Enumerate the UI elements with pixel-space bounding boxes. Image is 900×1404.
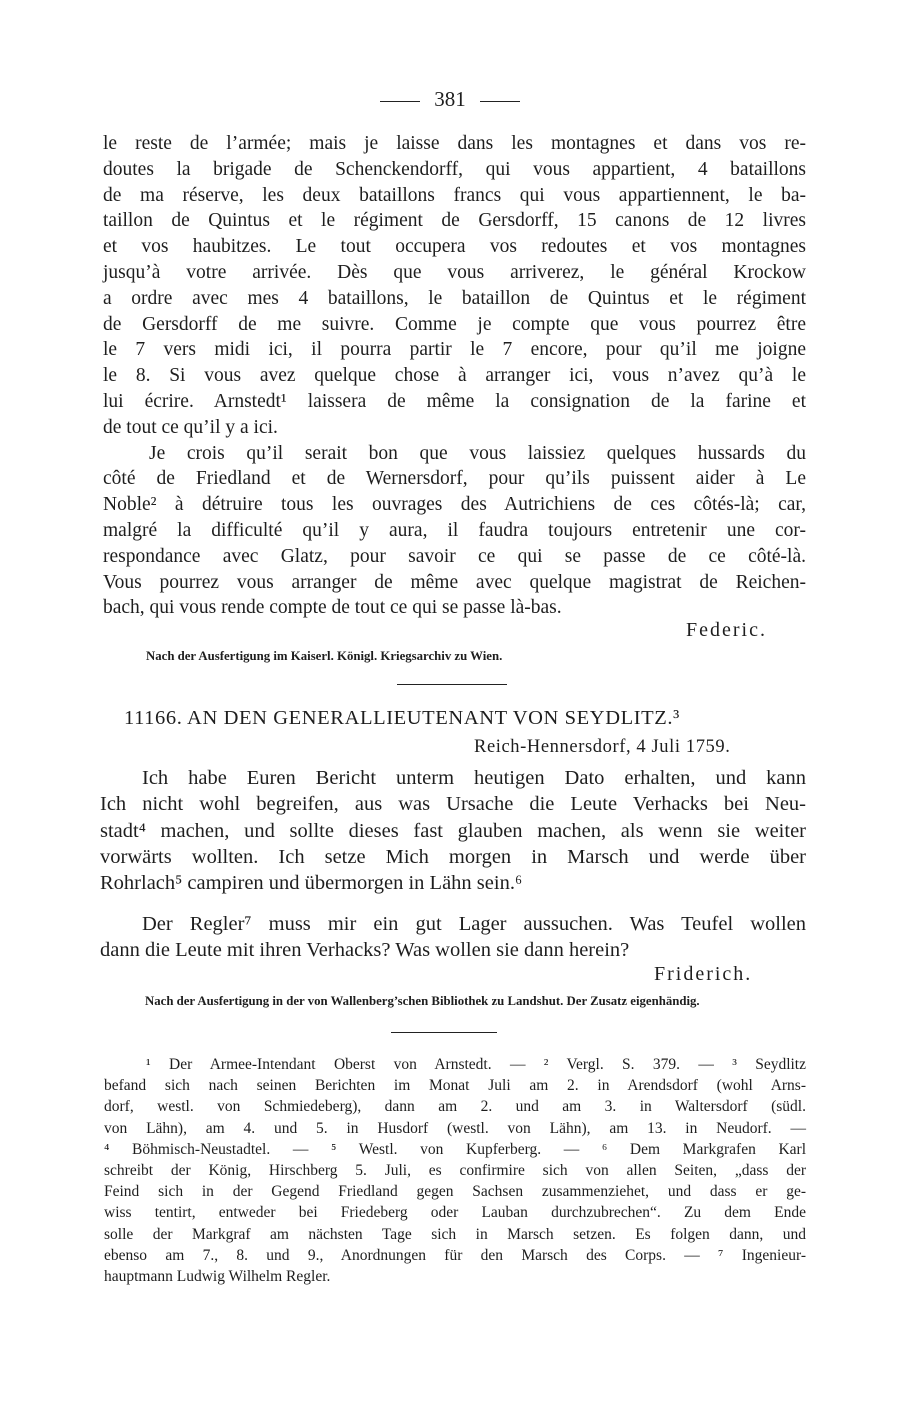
text-line: doutes la brigade de Schenckendorff, qui vous appartient, 4 bataillons xyxy=(103,158,806,180)
header-rule-left xyxy=(380,101,420,102)
text-line: le reste de l’armée; mais je laisse dans les montagnes et dans vos re- xyxy=(103,133,806,154)
letter-2-paragraph-1 xyxy=(100,765,806,896)
place-date: Reich-Hennersdorf, 4 Juli 1759. xyxy=(474,737,731,757)
text-line: vorwärts wollten. Ich setze Mich morgen in Marsch und werde über xyxy=(100,845,806,868)
text-line: le 8. Si vous avez quelque chose à arranger ici, vous n’avez qu’à le xyxy=(103,365,806,387)
text-line: de tout ce qu’il y a ici. xyxy=(103,416,278,438)
text-line: côté de Friedland et de Wernersdorf, pour qu’ils puissent aider à Le xyxy=(103,468,806,490)
footnote-line: ¹ Der Armee-Intendant Oberst von Arnstedt. — ² Vergl. S. 379. — ³ Seydlitz xyxy=(146,1056,806,1073)
text-line: Noble² à détruire tous les ouvrages des Autrichiens de ces côtés-là; car, xyxy=(103,494,806,516)
page-header xyxy=(0,86,900,112)
text-line: et vos haubitzes. Le tout occupera vos redoutes et vos montagnes xyxy=(103,236,806,258)
signature-federic: Federic. xyxy=(686,619,767,641)
text-line: Vous pourrez vous arranger de même avec quelque magistrat de Reichen- xyxy=(103,571,806,593)
footnote-line: befand sich nach seinen Berichten im Monat Juli am 2. in Arendsdorf (wohl Arns- xyxy=(104,1077,806,1095)
text-line: de ma réserve, les deux bataillons francs qui vous appartiennent, le ba- xyxy=(103,184,806,206)
source-note-1: Nach der Ausfertigung im Kaiserl. Königl. Kriegsarchiv zu Wien. xyxy=(146,649,503,663)
text-line: jusqu’à votre arrivée. Dès que vous arriverez, le général Krockow xyxy=(103,261,806,283)
footnote-line: wiss tentirt, entweder bei Friedeberg oder Lauban durchzubrechen“. Zu dem Ende xyxy=(104,1204,806,1222)
footnote-line: hauptmann Ludwig Wilhelm Regler. xyxy=(104,1267,331,1285)
footnote-divider xyxy=(391,1032,497,1033)
letter-1-body xyxy=(103,131,806,621)
section-divider xyxy=(397,684,507,685)
signature-friderich: Friderich. xyxy=(654,963,753,985)
footnote-line: dorf, westl. von Schmiedeberg), dann am 2. und am 3. in Waltersdorf (südl. xyxy=(104,1098,806,1116)
text-line: a ordre avec mes 4 bataillons, le bataillon de Quintus et le régiment xyxy=(103,287,806,309)
text-line: Je crois qu’il serait bon que vous laissiez quelques hussards du xyxy=(149,442,806,464)
source-note-2: Nach der Ausfertigung in der von Wallenberg’schen Bibliothek zu Landshut. Der Zusatz eigenhändig. xyxy=(145,994,700,1008)
footnote-line: Feind sich in der Gegend Friedland gegen Sachsen zusammenziehet, und dass er ge- xyxy=(104,1183,806,1201)
footnote-line: von Lähn), am 4. und 5. in Husdorf (westl. von Lähn), am 13. in Neudorf. — xyxy=(104,1119,806,1137)
text-line: Ich nicht wohl begreifen, aus was Ursache die Leute Verhacks bei Neu- xyxy=(100,793,806,816)
text-line: Der Regler⁷ muss mir ein gut Lager aussuchen. Was Teufel wollen xyxy=(142,913,806,935)
footnote-line: schreibt der König, Hirschberg 5. Juli, es confirmire sich von allen Seiten, „dass der xyxy=(104,1161,806,1179)
text-line: lui écrire. Arnstedt¹ laissera de même la consignation de la farine et xyxy=(103,390,806,412)
text-line: dann die Leute mit ihren Verhacks? Was wollen sie dann herein? xyxy=(100,939,630,962)
text-line: Ich habe Euren Bericht unterm heutigen Dato erhalten, und kann xyxy=(142,767,806,789)
letter-2-paragraph-2 xyxy=(100,911,806,964)
footnotes xyxy=(104,1054,806,1287)
text-line: malgré la difficulté qu’il y aura, il faudra toujours entretenir une cor- xyxy=(103,519,806,541)
footnote-line: solle der Markgraf am nächsten Tage sich in Marsch setzen. Es folgen dann, und xyxy=(104,1225,806,1243)
text-line: Rohrlach⁵ campiren und übermorgen in Lähn sein.⁶ xyxy=(100,872,523,895)
footnote-line: ebenso am 7., 8. und 9., Anordnungen für den Marsch des Corps. — ⁷ Ingenieur- xyxy=(104,1246,806,1264)
text-line: bach, qui vous rende compte de tout ce qui se passe là-bas. xyxy=(103,597,562,619)
text-line: stadt⁴ machen, und sollte dieses fast glauben machen, als wenn sie weiter xyxy=(100,819,806,842)
header-rule-right xyxy=(480,101,520,102)
text-line: de Gersdorff de me suivre. Comme je compte que vous pourrez être xyxy=(103,313,806,335)
text-line: le 7 vers midi ici, il pourra partir le 7 encore, pour qu’il me joigne xyxy=(103,339,806,361)
page-number: 381 xyxy=(434,87,466,111)
document-title: 11166. AN DEN GENERALLIEUTENANT VON SEYDLITZ.³ xyxy=(124,707,680,729)
text-line: taillon de Quintus et le régiment de Gersdorff, 15 canons de 12 livres xyxy=(103,210,806,232)
footnote-line: ⁴ Böhmisch-Neustadtel. — ⁵ Westl. von Kupferberg. — ⁶ Dem Markgrafen Karl xyxy=(104,1140,806,1158)
text-line: respondance avec Glatz, pour savoir ce qui se passe de ce côté-là. xyxy=(103,545,806,567)
